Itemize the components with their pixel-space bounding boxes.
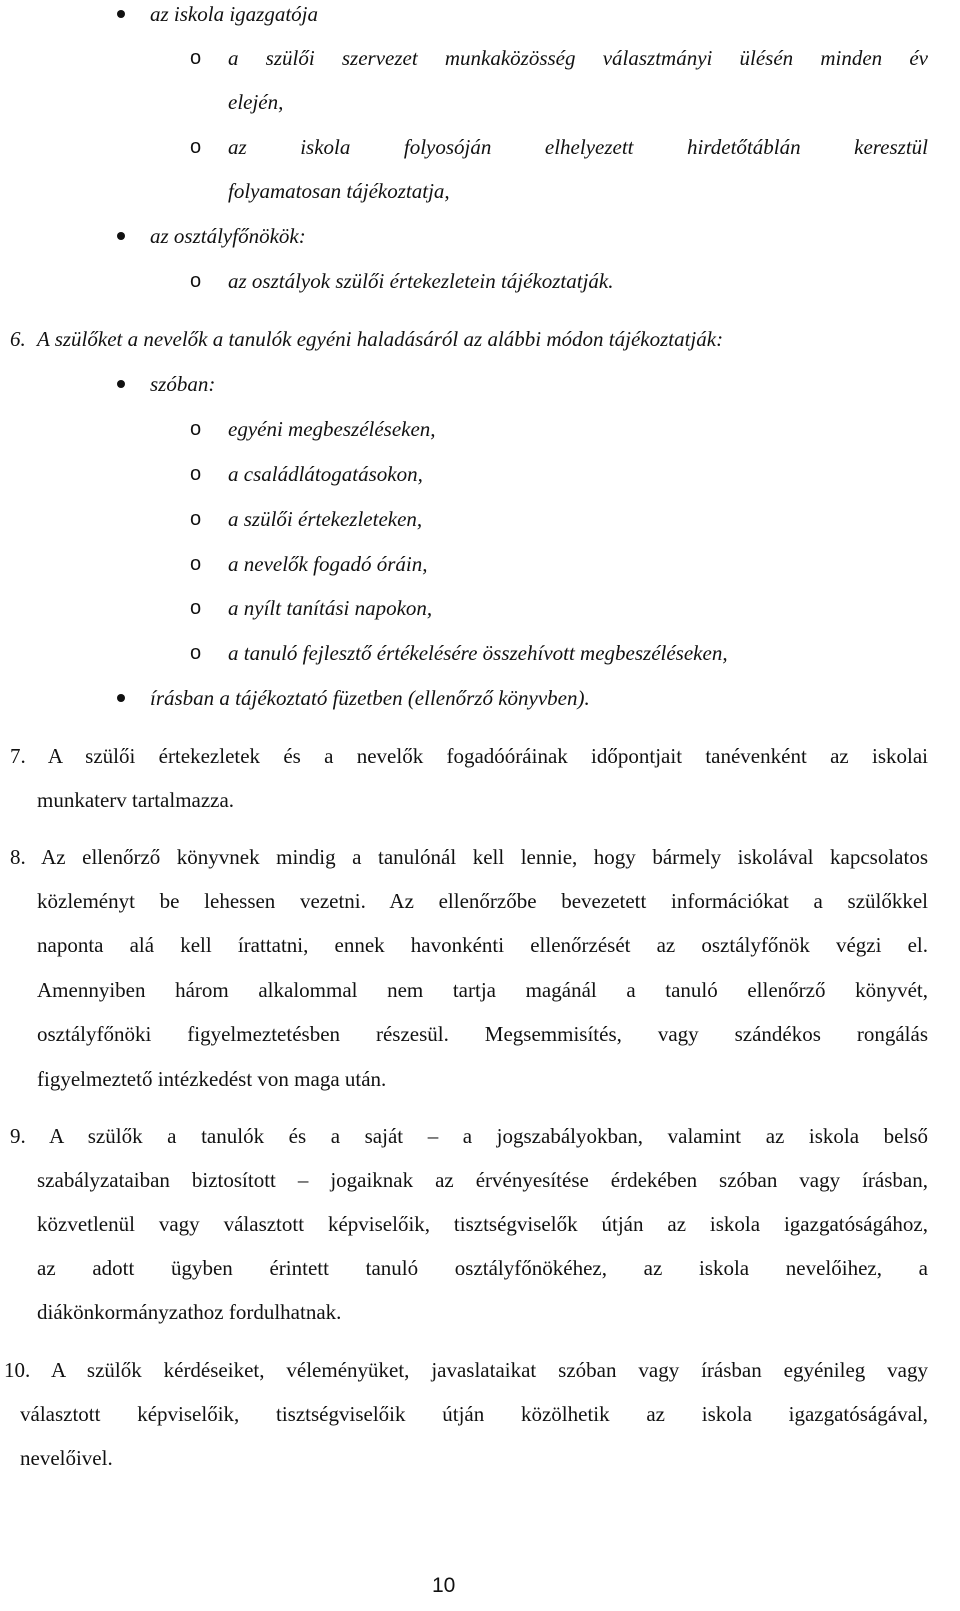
page-number: 10: [432, 1574, 456, 1597]
paragraph-line: szabályzataiban biztosított – jogaiknak az érvényesítése érdekében szóban vagy írásban,: [37, 1168, 928, 1192]
paragraph-line: diákönkormányzathoz fordulhatnak.: [37, 1300, 342, 1324]
sub-bullet-marker: o: [190, 270, 202, 292]
paragraph-line: figyelmeztető intézkedést von maga után.: [37, 1067, 387, 1091]
sub-bullet-marker: o: [190, 553, 202, 575]
sub-bullet-marker: o: [190, 463, 202, 485]
paragraph-line: 7. A szülői értekezletek és a nevelők fogadóóráinak időpontjait tanévenként az iskolai: [10, 744, 928, 768]
sub-bullet-marker: o: [190, 418, 202, 440]
paragraph-line: közleményt be lehessen vezetni. Az ellenőrzőbe bevezetett információkat a szülőkkel: [37, 889, 928, 913]
paragraph-line: 8. Az ellenőrző könyvnek mindig a tanulónál kell lennie, hogy bármely iskolával kapcsolatos: [10, 845, 928, 869]
bullet-marker: [117, 232, 125, 240]
bullet-marker: [117, 694, 125, 702]
paragraph-line: 9. A szülők a tanulók és a saját – a jogszabályokban, valamint az iskola belső: [10, 1124, 928, 1148]
paragraph-line: Amennyiben három alkalommal nem tartja magánál a tanuló ellenőrző könyvét,: [37, 978, 928, 1002]
paragraph-line: az adott ügyben érintett tanuló osztályfőnökéhez, az iskola nevelőihez, a: [37, 1256, 928, 1280]
sub-item-text: az osztályok szülői értekezletein tájékoztatják.: [228, 269, 614, 293]
sub-item-text-cont: folyamatosan tájékoztatja,: [228, 179, 450, 203]
list-item: egyéni megbeszéléseken,: [228, 417, 436, 441]
sub-item-text: az iskola folyosóján elhelyezett hirdetőtáblán keresztül: [228, 135, 928, 159]
bullet-text-irasban: írásban a tájékoztató füzetben (ellenőrző könyvben).: [150, 686, 590, 710]
list-item: a tanuló fejlesztő értékelésére összehívott megbeszéléseken,: [228, 641, 728, 665]
paragraph-line: naponta alá kell írattatni, ennek havonkénti ellenőrzését az osztályfőnök végzi el.: [37, 933, 928, 957]
sub-bullet-marker: o: [190, 47, 202, 69]
bullet-marker: [117, 10, 125, 18]
bullet-text-szoban: szóban:: [150, 372, 216, 396]
section-heading: A szülőket a nevelők a tanulók egyéni haladásáról az alábbi módon tájékoztatják:: [37, 327, 724, 351]
sub-bullet-marker: o: [190, 136, 202, 158]
bullet-marker: [117, 380, 125, 388]
list-item: a nyílt tanítási napokon,: [228, 596, 433, 620]
paragraph-line: választott képviselőik, tisztségviselőik útján közölhetik az iskola igazgatóságával,: [20, 1402, 928, 1426]
list-item: a nevelők fogadó óráin,: [228, 552, 428, 576]
sub-bullet-marker: o: [190, 642, 202, 664]
sub-item-text-cont: elején,: [228, 90, 284, 114]
sub-bullet-marker: o: [190, 508, 202, 530]
sub-item-text: a szülői szervezet munkaközösség választmányi ülésén minden év: [228, 46, 928, 70]
paragraph-line: osztályfőnöki figyelmeztetésben részesül. Megsemmisítés, vagy szándékos rongálás: [37, 1022, 928, 1046]
section-number: 6.: [10, 327, 26, 351]
bullet-text-igazgato: az iskola igazgatója: [150, 2, 319, 26]
sub-bullet-marker: o: [190, 597, 202, 619]
bullet-text-osztalyfonokok: az osztályfőnökök:: [150, 224, 306, 248]
paragraph-line: nevelőivel.: [20, 1446, 113, 1470]
paragraph-line: munkaterv tartalmazza.: [37, 788, 235, 812]
list-item: a szülői értekezleteken,: [228, 507, 423, 531]
paragraph-line: 10. A szülők kérdéseiket, véleményüket, javaslataikat szóban vagy írásban egyénileg vagy: [4, 1358, 928, 1382]
list-item: a családlátogatásokon,: [228, 462, 423, 486]
paragraph-line: közvetlenül vagy választott képviselőik, tisztségviselők útján az iskola igazgatóságához,: [37, 1212, 928, 1236]
